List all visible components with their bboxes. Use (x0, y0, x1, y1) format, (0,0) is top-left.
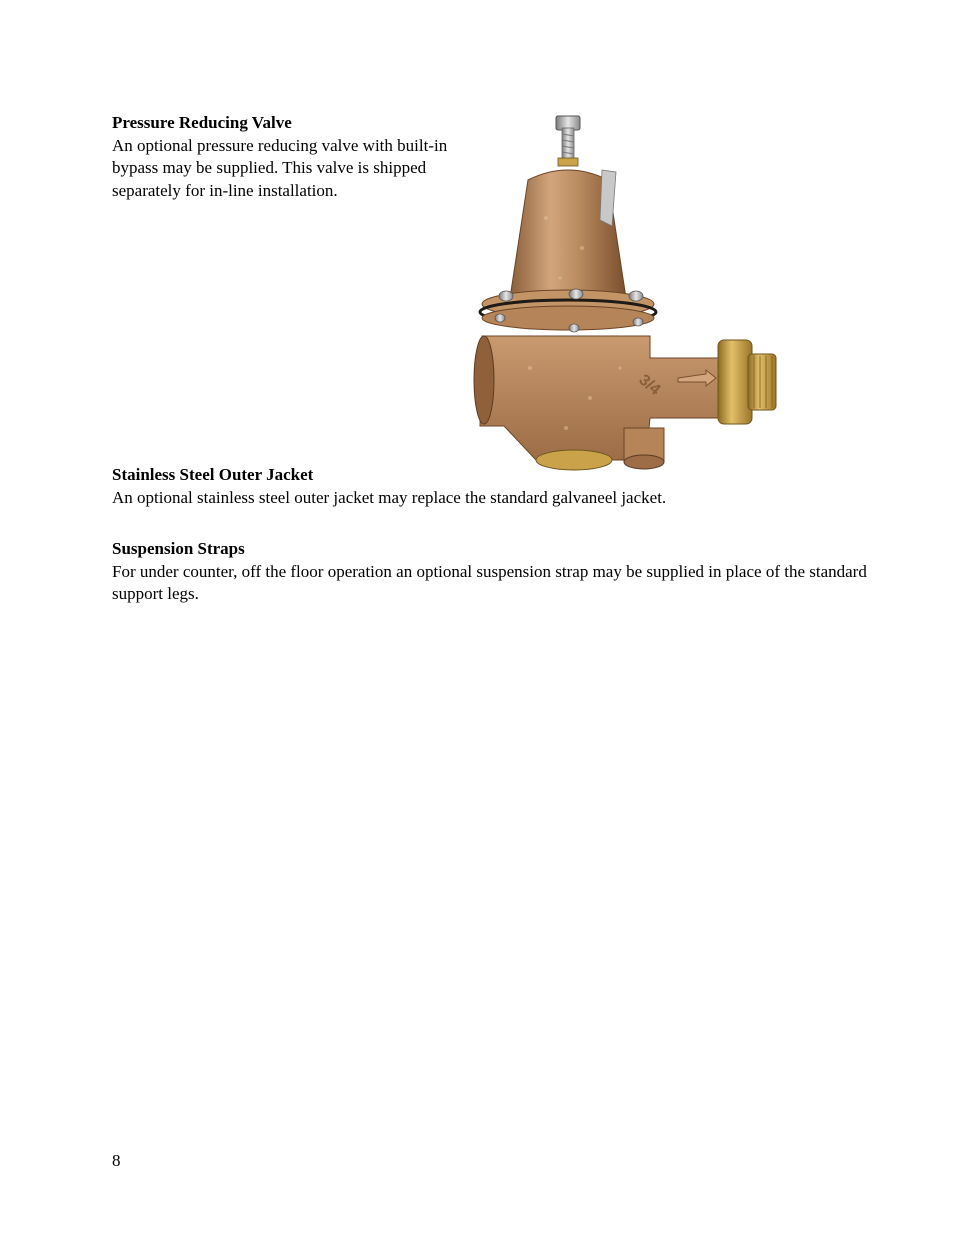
section-body: For under counter, off the floor operation an optional suspension strap may be supplied in place of the standard support legs. (112, 561, 867, 603)
section-body: An optional stainless steel outer jacket may replace the standard galvaneel jacket. (112, 487, 667, 507)
section-heading: Stainless Steel Outer Jacket (112, 465, 314, 484)
section-stainless-steel-outer-jacket (112, 464, 872, 509)
valve-body (480, 336, 720, 460)
section-pressure-reducing-valve (112, 112, 457, 202)
union-nut (718, 340, 752, 424)
page-number: 8 (112, 1151, 121, 1170)
section-body: An optional pressure reducing valve with built-in bypass may be supplied. This valve is shipped separately for in-line installation. (112, 135, 448, 200)
size-marking: 3/4 (635, 371, 664, 399)
section-suspension-straps (112, 538, 872, 606)
section-heading: Pressure Reducing Valve (112, 113, 292, 132)
pressure-reducing-valve-photo (470, 108, 780, 480)
section-heading: Suspension Straps (112, 539, 245, 558)
